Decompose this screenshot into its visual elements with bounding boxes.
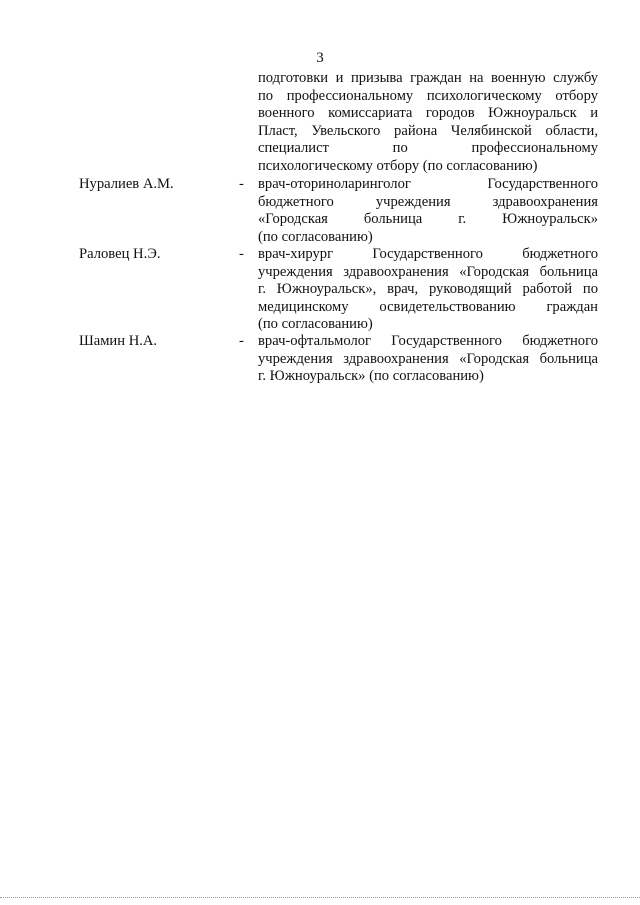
text-line: (по согласованию) bbox=[258, 316, 373, 333]
text-line: Пласт, Увельского района Челябинской области, bbox=[258, 122, 598, 139]
entry-dash: - bbox=[239, 176, 244, 192]
page-number: 3 bbox=[316, 50, 324, 66]
entry-dash: - bbox=[239, 333, 244, 349]
scan-edge-line bbox=[0, 897, 640, 898]
text-line: (по согласованию) bbox=[258, 228, 373, 245]
text-line: подготовки и призыва граждан на военную службу bbox=[258, 70, 598, 86]
text-line: по профессиональному психологическому отбору bbox=[258, 87, 598, 104]
text-line: бюджетного учреждения здравоохранения bbox=[258, 193, 598, 210]
member-name: Шамин Н.А. bbox=[79, 333, 158, 349]
text-line: врач-оториноларинголог Государственного bbox=[258, 176, 598, 192]
text-line: военного комиссариата городов Южноуральск и bbox=[258, 105, 598, 122]
continued-entry-text bbox=[258, 70, 598, 176]
text-line: психологическому отбору (по согласованию) bbox=[258, 157, 538, 174]
text-line: г. Южноуральск» (по согласованию) bbox=[258, 368, 484, 385]
text-line: «Городская больница г. Южноуральск» bbox=[258, 211, 598, 228]
text-line: врач-хирург Государственного бюджетного bbox=[258, 246, 598, 262]
text-line: врач-офтальмолог Государственного бюджетного bbox=[258, 333, 598, 349]
member-name: Раловец Н.Э. bbox=[79, 246, 161, 262]
text-line: учреждения здравоохранения «Городская больница bbox=[258, 263, 598, 280]
text-line: медицинскому освидетельствованию граждан bbox=[258, 298, 598, 315]
member-position bbox=[258, 246, 598, 334]
text-line: специалист по профессиональному bbox=[258, 140, 598, 157]
member-name: Нуралиев А.М. bbox=[79, 176, 174, 192]
text-line: г. Южноуральск», врач, руководящий работой по bbox=[258, 281, 598, 298]
member-position bbox=[258, 176, 598, 246]
member-position bbox=[258, 333, 598, 386]
text-line: учреждения здравоохранения «Городская больница bbox=[258, 350, 598, 367]
entry-dash: - bbox=[239, 246, 244, 262]
